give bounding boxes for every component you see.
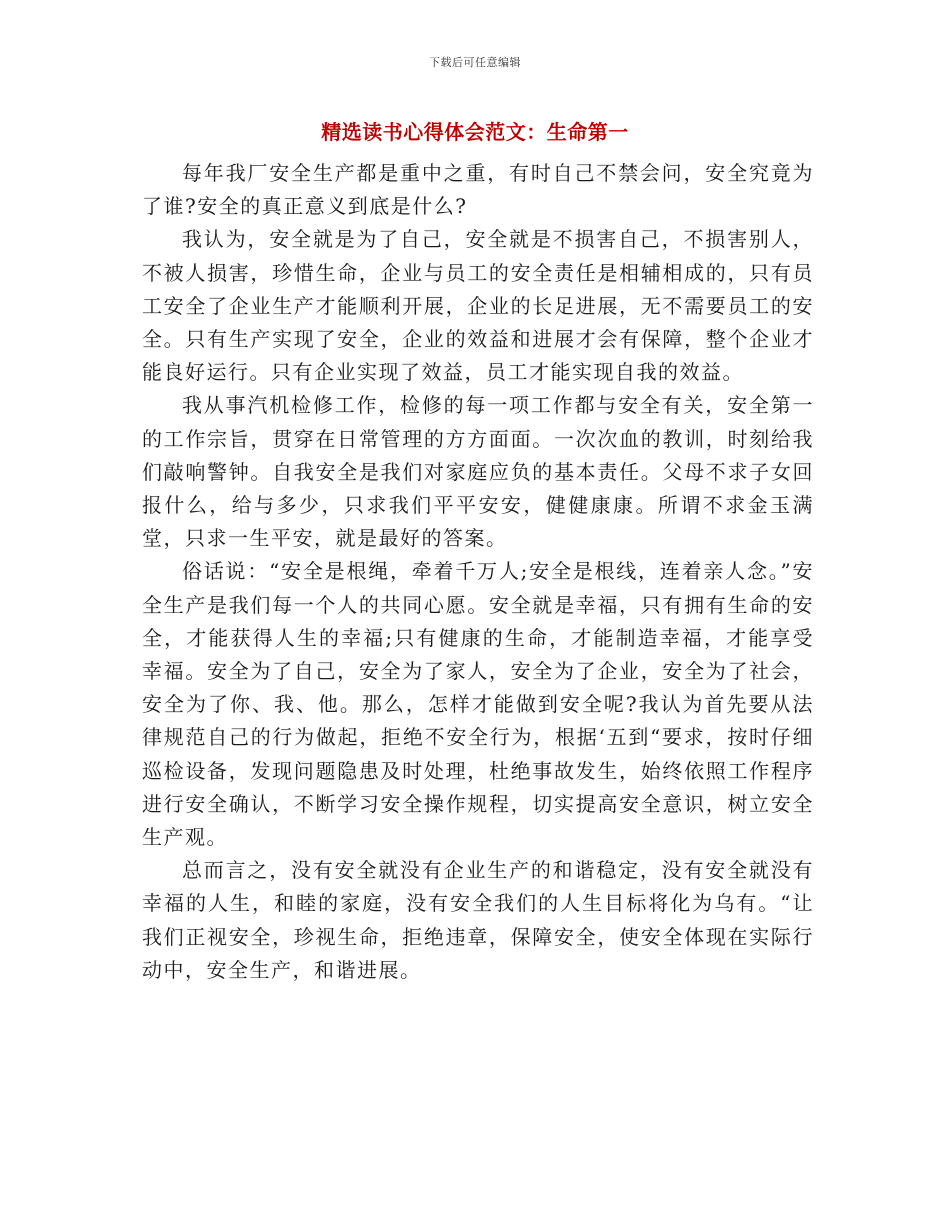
paragraph: 总而言之，没有安全就没有企业生产的和谐稳定，没有安全就没有幸福的人生，和睦的家庭，没有安全我们的人生目标将化为乌有。“让我们正视安全，珍视生命，拒绝违章，保障安全，使安全体现在实际行动中，安全生产，和谐进展。 [142,858,814,982]
paragraph: 我从事汽机检修工作，检修的每一项工作都与安全有关，安全第一的工作宗旨，贯穿在日常管理的方方面面。一次次血的教训，时刻给我们敲响警钟。自我安全是我们对家庭应负的基本责任。父母不求子女回报什么，给与多少，只求我们平平安安，健健康康。所谓不求金玉满堂，只求一生平安，就是最好的答案。 [142,393,814,551]
document-body [142,157,814,987]
document-title: 精选读书心得体会范文：生命第一 [321,120,629,144]
paragraph: 俗话说：“安全是根绳，牵着千万人;安全是根线，连着亲人念。”安全生产是我们每一个人的共同心愿。安全就是幸福，只有拥有生命的安全，才能获得人生的幸福;只有健康的生命，才能制造幸福，才能享受幸福。安全为了自己，安全为了家人，安全为了企业，安全为了社会，安全为了你、我、他。那么，怎样才能做到安全呢?我认为首先要从法律规范自己的行为做起，拒绝不安全行为，根据‘五到“要求，按时仔细巡检设备，发现问题隐患及时处理，杜绝事故发生，始终依照工作程序进行安全确认，不断学习安全操作规程，切实提高安全意识，树立安全生产观。 [142,559,814,850]
paragraph: 每年我厂安全生产都是重中之重，有时自己不禁会问，安全究竟为了谁?安全的真正意义到底是什么? [142,161,814,219]
header-note: 下载后可任意编辑 [429,56,521,69]
paragraph: 我认为，安全就是为了自己，安全就是不损害自己，不损害别人，不被人损害，珍惜生命，企业与员工的安全责任是相辅相成的，只有员工安全了企业生产才能顺利开展，企业的长足进展，无不需要员工的安全。只有生产实现了安全，企业的效益和进展才会有保障，整个企业才能良好运行。只有企业实现了效益，员工才能实现自我的效益。 [142,227,814,385]
